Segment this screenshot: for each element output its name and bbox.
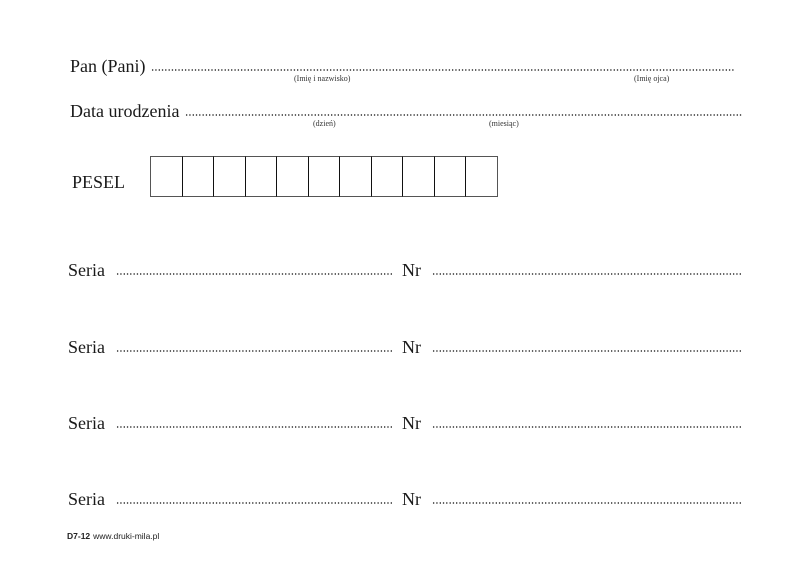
month-hint: (miesiąc) [489,119,519,128]
pesel-cell[interactable] [340,156,372,197]
form-code: D7-12 [67,531,91,541]
pesel-grid [150,156,498,197]
father-name-hint: (Imię ojca) [634,74,670,83]
footer [67,531,159,541]
pesel-cell[interactable] [277,156,309,197]
pesel-cell[interactable] [214,156,246,197]
nr-field-line-2[interactable] [432,350,742,352]
nr-label-4: Nr [402,489,421,509]
name-field-line[interactable] [151,69,735,71]
seria-field-line-3[interactable] [116,426,392,428]
seria-label-1: Seria [68,260,105,280]
nr-label-1: Nr [402,260,421,280]
seria-field-line-2[interactable] [116,350,392,352]
seria-label-4: Seria [68,489,105,509]
name-label: Pan (Pani) [70,56,146,76]
pesel-label: PESEL [72,172,126,192]
nr-label-2: Nr [402,337,421,357]
seria-label-3: Seria [68,413,105,433]
birth-date-field-line[interactable] [185,114,743,116]
birth-date-label: Data urodzenia [70,101,180,121]
nr-field-line-1[interactable] [432,273,742,275]
name-hint: (Imię i nazwisko) [294,74,351,83]
seria-field-line-1[interactable] [116,273,392,275]
pesel-cell[interactable] [246,156,278,197]
pesel-cell[interactable] [435,156,467,197]
pesel-cell[interactable] [466,156,498,197]
footer-url: www.druki-mila.pl [93,531,160,541]
nr-field-line-4[interactable] [432,502,742,504]
seria-field-line-4[interactable] [116,502,392,504]
pesel-cell[interactable] [151,156,183,197]
pesel-cell[interactable] [309,156,341,197]
pesel-cell[interactable] [183,156,215,197]
pesel-cell[interactable] [403,156,435,197]
day-hint: (dzień) [313,119,336,128]
nr-label-3: Nr [402,413,421,433]
pesel-cell[interactable] [372,156,404,197]
seria-label-2: Seria [68,337,105,357]
nr-field-line-3[interactable] [432,426,742,428]
